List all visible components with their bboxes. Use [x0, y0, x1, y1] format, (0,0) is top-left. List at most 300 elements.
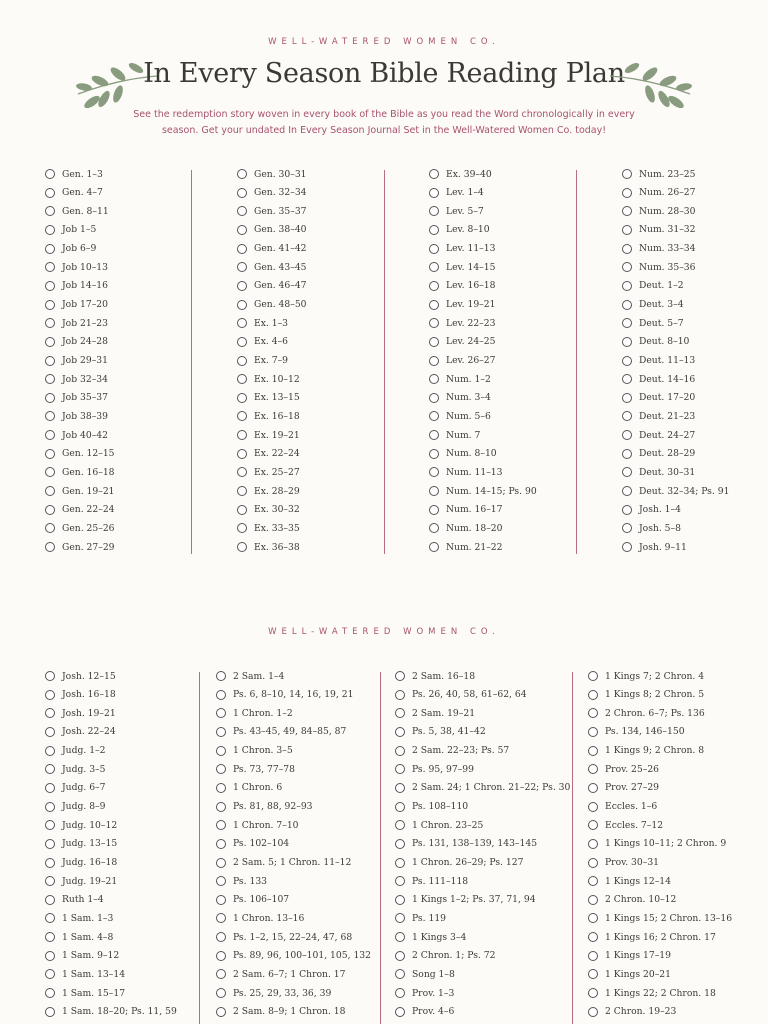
- circle-checkbox-icon[interactable]: [395, 802, 405, 812]
- circle-checkbox-icon[interactable]: [429, 318, 439, 328]
- circle-checkbox-icon[interactable]: [588, 951, 598, 961]
- reading-item[interactable]: [395, 761, 474, 777]
- circle-checkbox-icon[interactable]: [588, 671, 598, 681]
- reading-item[interactable]: [237, 408, 300, 424]
- circle-checkbox-icon[interactable]: [237, 393, 247, 403]
- circle-checkbox-icon[interactable]: [429, 188, 439, 198]
- reading-item[interactable]: [45, 687, 116, 703]
- circle-checkbox-icon[interactable]: [588, 727, 598, 737]
- reading-item[interactable]: [395, 892, 536, 908]
- reading-item[interactable]: [45, 836, 117, 852]
- circle-checkbox-icon[interactable]: [588, 820, 598, 830]
- circle-checkbox-icon[interactable]: [45, 764, 55, 774]
- reading-item[interactable]: [429, 185, 484, 201]
- reading-item[interactable]: [622, 427, 695, 443]
- reading-item[interactable]: [45, 408, 108, 424]
- circle-checkbox-icon[interactable]: [395, 764, 405, 774]
- reading-item[interactable]: [429, 241, 495, 257]
- circle-checkbox-icon[interactable]: [588, 1007, 598, 1017]
- circle-checkbox-icon[interactable]: [429, 337, 439, 347]
- reading-item[interactable]: [588, 817, 663, 833]
- circle-checkbox-icon[interactable]: [237, 225, 247, 235]
- reading-item[interactable]: [622, 222, 695, 238]
- reading-item[interactable]: [45, 855, 117, 871]
- circle-checkbox-icon[interactable]: [237, 467, 247, 477]
- circle-checkbox-icon[interactable]: [45, 746, 55, 756]
- reading-item[interactable]: [429, 259, 495, 275]
- reading-item[interactable]: [45, 873, 117, 889]
- reading-item[interactable]: [622, 464, 695, 480]
- reading-item[interactable]: [45, 278, 108, 294]
- circle-checkbox-icon[interactable]: [429, 206, 439, 216]
- reading-item[interactable]: [237, 539, 300, 555]
- reading-item[interactable]: [45, 464, 115, 480]
- reading-item[interactable]: [395, 966, 455, 982]
- circle-checkbox-icon[interactable]: [429, 523, 439, 533]
- circle-checkbox-icon[interactable]: [622, 262, 632, 272]
- circle-checkbox-icon[interactable]: [622, 393, 632, 403]
- circle-checkbox-icon[interactable]: [237, 411, 247, 421]
- reading-item[interactable]: [216, 966, 345, 982]
- circle-checkbox-icon[interactable]: [622, 169, 632, 179]
- reading-item[interactable]: [588, 799, 657, 815]
- reading-item[interactable]: [237, 427, 300, 443]
- circle-checkbox-icon[interactable]: [429, 449, 439, 459]
- circle-checkbox-icon[interactable]: [216, 932, 226, 942]
- reading-item[interactable]: [216, 929, 352, 945]
- circle-checkbox-icon[interactable]: [216, 671, 226, 681]
- circle-checkbox-icon[interactable]: [395, 671, 405, 681]
- circle-checkbox-icon[interactable]: [622, 486, 632, 496]
- circle-checkbox-icon[interactable]: [216, 988, 226, 998]
- circle-checkbox-icon[interactable]: [588, 708, 598, 718]
- reading-item[interactable]: [216, 910, 304, 926]
- reading-item[interactable]: [45, 241, 96, 257]
- reading-item[interactable]: [45, 185, 103, 201]
- reading-item[interactable]: [45, 892, 104, 908]
- reading-item[interactable]: [237, 520, 300, 536]
- reading-item[interactable]: [395, 855, 523, 871]
- circle-checkbox-icon[interactable]: [622, 244, 632, 254]
- circle-checkbox-icon[interactable]: [395, 913, 405, 923]
- reading-item[interactable]: [622, 166, 695, 182]
- reading-item[interactable]: [45, 948, 119, 964]
- reading-item[interactable]: [588, 705, 705, 721]
- reading-item[interactable]: [45, 1004, 177, 1020]
- reading-item[interactable]: [45, 502, 115, 518]
- reading-item[interactable]: [237, 353, 288, 369]
- circle-checkbox-icon[interactable]: [45, 206, 55, 216]
- circle-checkbox-icon[interactable]: [588, 876, 598, 886]
- circle-checkbox-icon[interactable]: [395, 988, 405, 998]
- reading-item[interactable]: [588, 929, 716, 945]
- reading-item[interactable]: [429, 278, 495, 294]
- circle-checkbox-icon[interactable]: [588, 988, 598, 998]
- circle-checkbox-icon[interactable]: [45, 169, 55, 179]
- circle-checkbox-icon[interactable]: [216, 913, 226, 923]
- reading-item[interactable]: [395, 705, 475, 721]
- circle-checkbox-icon[interactable]: [429, 393, 439, 403]
- circle-checkbox-icon[interactable]: [45, 988, 55, 998]
- circle-checkbox-icon[interactable]: [429, 169, 439, 179]
- circle-checkbox-icon[interactable]: [216, 802, 226, 812]
- circle-checkbox-icon[interactable]: [237, 449, 247, 459]
- circle-checkbox-icon[interactable]: [45, 671, 55, 681]
- reading-item[interactable]: [45, 539, 115, 555]
- circle-checkbox-icon[interactable]: [237, 486, 247, 496]
- circle-checkbox-icon[interactable]: [45, 858, 55, 868]
- reading-item[interactable]: [237, 315, 288, 331]
- reading-item[interactable]: [429, 315, 495, 331]
- reading-item[interactable]: [622, 259, 695, 275]
- circle-checkbox-icon[interactable]: [237, 206, 247, 216]
- reading-item[interactable]: [588, 855, 659, 871]
- reading-item[interactable]: [395, 873, 468, 889]
- reading-item[interactable]: [237, 259, 307, 275]
- reading-item[interactable]: [216, 724, 346, 740]
- reading-item[interactable]: [45, 222, 96, 238]
- circle-checkbox-icon[interactable]: [395, 895, 405, 905]
- reading-item[interactable]: [395, 929, 466, 945]
- circle-checkbox-icon[interactable]: [216, 727, 226, 737]
- circle-checkbox-icon[interactable]: [622, 206, 632, 216]
- reading-item[interactable]: [237, 446, 300, 462]
- circle-checkbox-icon[interactable]: [45, 188, 55, 198]
- circle-checkbox-icon[interactable]: [429, 262, 439, 272]
- circle-checkbox-icon[interactable]: [395, 708, 405, 718]
- reading-item[interactable]: [429, 539, 502, 555]
- reading-item[interactable]: [588, 948, 671, 964]
- circle-checkbox-icon[interactable]: [45, 430, 55, 440]
- circle-checkbox-icon[interactable]: [395, 1007, 405, 1017]
- circle-checkbox-icon[interactable]: [622, 374, 632, 384]
- reading-item[interactable]: [395, 724, 486, 740]
- reading-item[interactable]: [237, 334, 288, 350]
- circle-checkbox-icon[interactable]: [237, 337, 247, 347]
- reading-item[interactable]: [216, 761, 295, 777]
- circle-checkbox-icon[interactable]: [622, 523, 632, 533]
- circle-checkbox-icon[interactable]: [429, 430, 439, 440]
- reading-item[interactable]: [45, 297, 108, 313]
- circle-checkbox-icon[interactable]: [45, 932, 55, 942]
- circle-checkbox-icon[interactable]: [237, 318, 247, 328]
- reading-item[interactable]: [622, 353, 695, 369]
- circle-checkbox-icon[interactable]: [45, 951, 55, 961]
- reading-item[interactable]: [429, 427, 480, 443]
- circle-checkbox-icon[interactable]: [237, 356, 247, 366]
- circle-checkbox-icon[interactable]: [45, 895, 55, 905]
- circle-checkbox-icon[interactable]: [45, 374, 55, 384]
- circle-checkbox-icon[interactable]: [45, 708, 55, 718]
- reading-item[interactable]: [395, 985, 454, 1001]
- reading-item[interactable]: [429, 502, 502, 518]
- reading-item[interactable]: [622, 446, 695, 462]
- reading-item[interactable]: [429, 446, 497, 462]
- reading-item[interactable]: [45, 910, 113, 926]
- circle-checkbox-icon[interactable]: [429, 505, 439, 515]
- reading-item[interactable]: [622, 334, 689, 350]
- circle-checkbox-icon[interactable]: [395, 951, 405, 961]
- circle-checkbox-icon[interactable]: [429, 244, 439, 254]
- circle-checkbox-icon[interactable]: [45, 690, 55, 700]
- reading-item[interactable]: [216, 743, 293, 759]
- circle-checkbox-icon[interactable]: [429, 467, 439, 477]
- reading-item[interactable]: [588, 780, 659, 796]
- reading-item[interactable]: [395, 910, 446, 926]
- circle-checkbox-icon[interactable]: [588, 969, 598, 979]
- reading-item[interactable]: [216, 668, 284, 684]
- circle-checkbox-icon[interactable]: [237, 430, 247, 440]
- circle-checkbox-icon[interactable]: [237, 188, 247, 198]
- circle-checkbox-icon[interactable]: [45, 244, 55, 254]
- reading-item[interactable]: [588, 836, 726, 852]
- reading-item[interactable]: [395, 799, 468, 815]
- circle-checkbox-icon[interactable]: [45, 318, 55, 328]
- reading-item[interactable]: [216, 705, 293, 721]
- circle-checkbox-icon[interactable]: [216, 858, 226, 868]
- circle-checkbox-icon[interactable]: [45, 1007, 55, 1017]
- reading-item[interactable]: [622, 539, 687, 555]
- circle-checkbox-icon[interactable]: [216, 746, 226, 756]
- circle-checkbox-icon[interactable]: [622, 318, 632, 328]
- circle-checkbox-icon[interactable]: [395, 690, 405, 700]
- circle-checkbox-icon[interactable]: [588, 858, 598, 868]
- reading-item[interactable]: [588, 761, 659, 777]
- circle-checkbox-icon[interactable]: [45, 783, 55, 793]
- circle-checkbox-icon[interactable]: [588, 932, 598, 942]
- circle-checkbox-icon[interactable]: [45, 486, 55, 496]
- circle-checkbox-icon[interactable]: [588, 783, 598, 793]
- reading-item[interactable]: [429, 408, 491, 424]
- reading-item[interactable]: [588, 687, 704, 703]
- circle-checkbox-icon[interactable]: [216, 820, 226, 830]
- circle-checkbox-icon[interactable]: [45, 727, 55, 737]
- circle-checkbox-icon[interactable]: [622, 467, 632, 477]
- circle-checkbox-icon[interactable]: [622, 356, 632, 366]
- circle-checkbox-icon[interactable]: [429, 486, 439, 496]
- circle-checkbox-icon[interactable]: [45, 281, 55, 291]
- circle-checkbox-icon[interactable]: [588, 895, 598, 905]
- circle-checkbox-icon[interactable]: [395, 820, 405, 830]
- reading-item[interactable]: [622, 203, 695, 219]
- reading-item[interactable]: [237, 222, 307, 238]
- reading-item[interactable]: [622, 185, 695, 201]
- circle-checkbox-icon[interactable]: [216, 764, 226, 774]
- circle-checkbox-icon[interactable]: [429, 225, 439, 235]
- circle-checkbox-icon[interactable]: [395, 932, 405, 942]
- reading-item[interactable]: [622, 371, 695, 387]
- reading-item[interactable]: [622, 520, 681, 536]
- reading-item[interactable]: [216, 780, 282, 796]
- circle-checkbox-icon[interactable]: [237, 374, 247, 384]
- reading-item[interactable]: [45, 985, 125, 1001]
- reading-item[interactable]: [45, 371, 108, 387]
- circle-checkbox-icon[interactable]: [237, 169, 247, 179]
- circle-checkbox-icon[interactable]: [395, 727, 405, 737]
- reading-item[interactable]: [45, 668, 116, 684]
- reading-item[interactable]: [588, 966, 671, 982]
- reading-item[interactable]: [45, 724, 116, 740]
- circle-checkbox-icon[interactable]: [429, 281, 439, 291]
- circle-checkbox-icon[interactable]: [45, 820, 55, 830]
- reading-item[interactable]: [588, 1004, 676, 1020]
- circle-checkbox-icon[interactable]: [622, 300, 632, 310]
- circle-checkbox-icon[interactable]: [45, 913, 55, 923]
- circle-checkbox-icon[interactable]: [622, 281, 632, 291]
- circle-checkbox-icon[interactable]: [216, 969, 226, 979]
- reading-item[interactable]: [622, 315, 684, 331]
- circle-checkbox-icon[interactable]: [216, 839, 226, 849]
- reading-item[interactable]: [216, 948, 371, 964]
- circle-checkbox-icon[interactable]: [622, 449, 632, 459]
- circle-checkbox-icon[interactable]: [45, 969, 55, 979]
- circle-checkbox-icon[interactable]: [395, 969, 405, 979]
- reading-item[interactable]: [45, 780, 106, 796]
- circle-checkbox-icon[interactable]: [622, 188, 632, 198]
- reading-item[interactable]: [216, 855, 351, 871]
- reading-item[interactable]: [395, 1004, 454, 1020]
- circle-checkbox-icon[interactable]: [622, 225, 632, 235]
- reading-item[interactable]: [429, 334, 495, 350]
- reading-item[interactable]: [45, 427, 108, 443]
- circle-checkbox-icon[interactable]: [216, 895, 226, 905]
- reading-item[interactable]: [237, 483, 300, 499]
- reading-item[interactable]: [237, 278, 307, 294]
- reading-item[interactable]: [45, 203, 109, 219]
- reading-item[interactable]: [45, 705, 116, 721]
- circle-checkbox-icon[interactable]: [237, 523, 247, 533]
- reading-item[interactable]: [429, 353, 495, 369]
- reading-item[interactable]: [429, 483, 537, 499]
- reading-item[interactable]: [45, 166, 103, 182]
- circle-checkbox-icon[interactable]: [237, 244, 247, 254]
- reading-item[interactable]: [216, 873, 267, 889]
- circle-checkbox-icon[interactable]: [216, 708, 226, 718]
- circle-checkbox-icon[interactable]: [395, 858, 405, 868]
- reading-item[interactable]: [429, 166, 492, 182]
- reading-item[interactable]: [395, 687, 527, 703]
- circle-checkbox-icon[interactable]: [45, 839, 55, 849]
- reading-item[interactable]: [216, 817, 299, 833]
- circle-checkbox-icon[interactable]: [45, 225, 55, 235]
- reading-item[interactable]: [622, 278, 684, 294]
- reading-item[interactable]: [45, 259, 108, 275]
- circle-checkbox-icon[interactable]: [45, 411, 55, 421]
- reading-item[interactable]: [237, 390, 300, 406]
- circle-checkbox-icon[interactable]: [45, 393, 55, 403]
- circle-checkbox-icon[interactable]: [622, 411, 632, 421]
- reading-item[interactable]: [45, 817, 117, 833]
- circle-checkbox-icon[interactable]: [395, 746, 405, 756]
- reading-item[interactable]: [622, 390, 695, 406]
- reading-item[interactable]: [429, 390, 491, 406]
- reading-item[interactable]: [429, 464, 502, 480]
- reading-item[interactable]: [622, 297, 684, 313]
- reading-item[interactable]: [45, 929, 113, 945]
- reading-item[interactable]: [45, 966, 125, 982]
- circle-checkbox-icon[interactable]: [45, 542, 55, 552]
- reading-item[interactable]: [45, 520, 115, 536]
- circle-checkbox-icon[interactable]: [622, 337, 632, 347]
- reading-item[interactable]: [216, 985, 331, 1001]
- circle-checkbox-icon[interactable]: [588, 690, 598, 700]
- circle-checkbox-icon[interactable]: [45, 356, 55, 366]
- reading-item[interactable]: [429, 520, 502, 536]
- circle-checkbox-icon[interactable]: [45, 300, 55, 310]
- reading-item[interactable]: [216, 799, 313, 815]
- reading-item[interactable]: [395, 743, 509, 759]
- circle-checkbox-icon[interactable]: [45, 523, 55, 533]
- reading-item[interactable]: [622, 408, 695, 424]
- reading-item[interactable]: [395, 817, 483, 833]
- reading-item[interactable]: [216, 1004, 345, 1020]
- reading-item[interactable]: [395, 948, 495, 964]
- circle-checkbox-icon[interactable]: [622, 542, 632, 552]
- circle-checkbox-icon[interactable]: [216, 876, 226, 886]
- circle-checkbox-icon[interactable]: [237, 505, 247, 515]
- reading-item[interactable]: [588, 743, 704, 759]
- reading-item[interactable]: [622, 241, 695, 257]
- circle-checkbox-icon[interactable]: [216, 783, 226, 793]
- circle-checkbox-icon[interactable]: [395, 876, 405, 886]
- reading-item[interactable]: [45, 390, 108, 406]
- reading-item[interactable]: [45, 483, 115, 499]
- reading-item[interactable]: [237, 166, 307, 182]
- circle-checkbox-icon[interactable]: [45, 505, 55, 515]
- reading-item[interactable]: [216, 836, 289, 852]
- reading-item[interactable]: [45, 761, 106, 777]
- reading-item[interactable]: [622, 502, 681, 518]
- circle-checkbox-icon[interactable]: [588, 913, 598, 923]
- reading-item[interactable]: [216, 892, 289, 908]
- reading-item[interactable]: [237, 241, 307, 257]
- reading-item[interactable]: [237, 185, 307, 201]
- circle-checkbox-icon[interactable]: [429, 374, 439, 384]
- reading-item[interactable]: [216, 687, 353, 703]
- reading-item[interactable]: [429, 222, 490, 238]
- circle-checkbox-icon[interactable]: [622, 505, 632, 515]
- reading-item[interactable]: [588, 668, 704, 684]
- circle-checkbox-icon[interactable]: [45, 337, 55, 347]
- reading-item[interactable]: [588, 873, 671, 889]
- reading-item[interactable]: [237, 464, 300, 480]
- circle-checkbox-icon[interactable]: [588, 802, 598, 812]
- reading-item[interactable]: [237, 203, 307, 219]
- circle-checkbox-icon[interactable]: [588, 764, 598, 774]
- circle-checkbox-icon[interactable]: [395, 839, 405, 849]
- circle-checkbox-icon[interactable]: [622, 430, 632, 440]
- reading-item[interactable]: [395, 780, 570, 796]
- reading-item[interactable]: [45, 743, 106, 759]
- reading-item[interactable]: [237, 371, 300, 387]
- circle-checkbox-icon[interactable]: [45, 262, 55, 272]
- circle-checkbox-icon[interactable]: [237, 542, 247, 552]
- reading-item[interactable]: [622, 483, 729, 499]
- circle-checkbox-icon[interactable]: [45, 449, 55, 459]
- reading-item[interactable]: [588, 985, 716, 1001]
- circle-checkbox-icon[interactable]: [429, 411, 439, 421]
- circle-checkbox-icon[interactable]: [45, 802, 55, 812]
- circle-checkbox-icon[interactable]: [216, 951, 226, 961]
- reading-item[interactable]: [45, 334, 108, 350]
- circle-checkbox-icon[interactable]: [237, 262, 247, 272]
- reading-item[interactable]: [237, 297, 307, 313]
- reading-item[interactable]: [429, 203, 484, 219]
- circle-checkbox-icon[interactable]: [395, 783, 405, 793]
- reading-item[interactable]: [429, 297, 495, 313]
- reading-item[interactable]: [395, 836, 537, 852]
- circle-checkbox-icon[interactable]: [237, 281, 247, 291]
